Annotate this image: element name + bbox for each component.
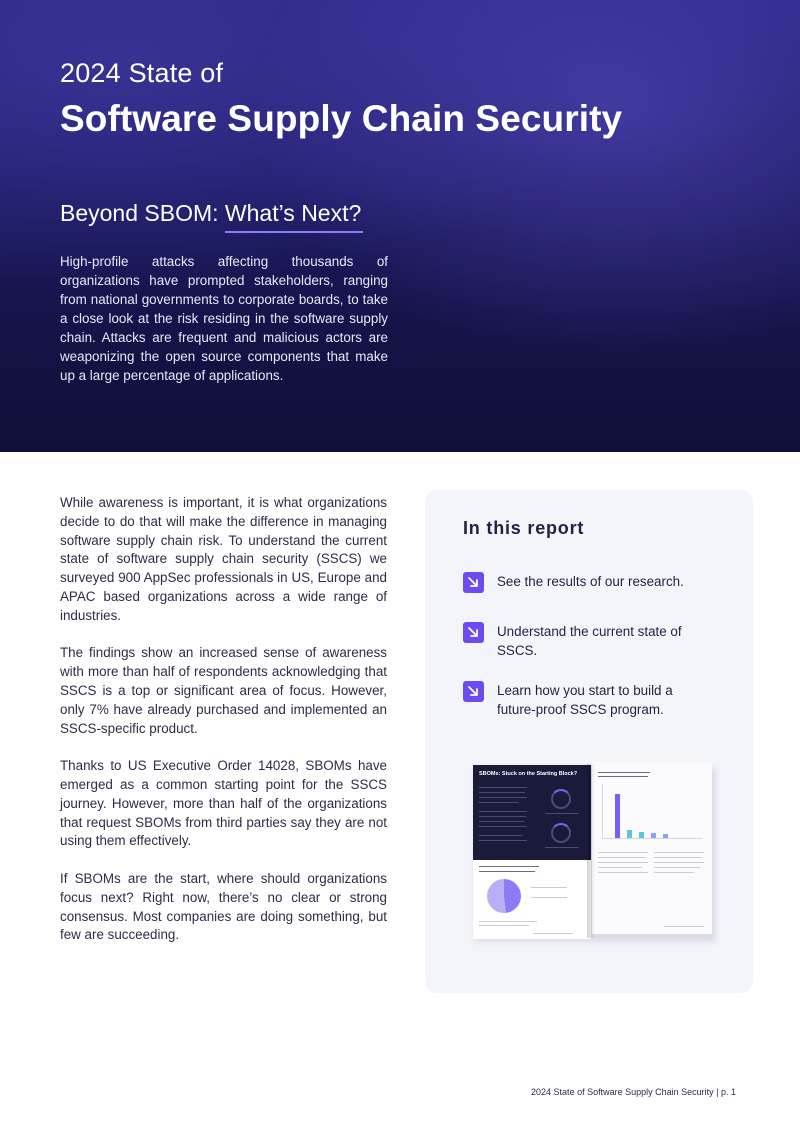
text-line <box>479 802 519 803</box>
text-line <box>531 897 567 898</box>
text-line <box>479 797 527 798</box>
book-right-page <box>592 762 712 934</box>
text-line <box>479 866 539 867</box>
panel-heading: In this report <box>463 518 585 538</box>
text-line <box>598 852 648 853</box>
text-line <box>654 867 700 868</box>
book-spine <box>587 764 595 938</box>
text-line <box>654 872 694 873</box>
preview-bar <box>615 794 620 838</box>
preview-bar <box>639 832 644 838</box>
preview-bar-chart <box>602 784 703 839</box>
donut-stat-2 <box>551 823 571 843</box>
body-text <box>60 494 387 964</box>
preview-pie-chart <box>487 879 521 913</box>
text-line <box>479 821 524 822</box>
preview-bar <box>627 830 632 838</box>
hero-banner <box>0 0 800 452</box>
text-line <box>598 776 648 777</box>
donut-stat-1 <box>551 789 571 809</box>
text-line <box>545 847 579 848</box>
text-line <box>479 816 526 817</box>
preview-bar <box>651 833 656 838</box>
book-left-page <box>473 765 591 939</box>
arrow-down-right-icon <box>463 572 484 593</box>
text-line <box>654 852 704 853</box>
text-line <box>531 887 567 888</box>
body-paragraph-1: While awareness is important, it is what organizations decide to do that will make the difference in managing software supply chain risk. To understand the current state of software supply chain security (SSCS) we surveyed 900 AppSec professionals in US, Europe and APAC based organizations across a wide range of industries. <box>60 495 387 623</box>
text-line <box>545 813 579 814</box>
text-line <box>598 872 648 873</box>
text-line <box>479 925 529 926</box>
left-page-dark-panel <box>473 765 591 860</box>
report-preview-image <box>470 762 716 940</box>
text-line <box>479 826 527 827</box>
report-title: Software Supply Chain Security <box>60 98 623 139</box>
preview-page-title: SBOMs: Stuck on the Starting Block? <box>479 771 578 777</box>
section-heading-part1: Beyond SBOM: <box>60 200 225 226</box>
report-subtitle: 2024 State of <box>60 58 224 88</box>
text-line <box>598 867 642 868</box>
text-line <box>654 857 702 858</box>
text-line <box>533 933 573 934</box>
report-item-label: Learn how you start to build a future-proof SSCS program. <box>497 683 673 717</box>
text-line <box>479 921 537 922</box>
text-line <box>479 787 527 788</box>
text-line <box>598 857 646 858</box>
text-line <box>479 871 535 872</box>
text-line <box>664 926 704 927</box>
arrow-down-right-icon <box>463 622 484 643</box>
text-line <box>654 862 704 863</box>
report-item-label: Understand the current state of SSCS. <box>497 624 682 658</box>
text-line <box>479 835 523 836</box>
text-line <box>479 840 527 841</box>
page-footer: 2024 State of Software Supply Chain Security | p. 1 <box>531 1087 736 1097</box>
body-paragraph-3: Thanks to US Executive Order 14028, SBOMs have emerged as a common starting point for the SSCS journey. However, more than half of the organizations that request SBOMs from third parties say they are not using them effectively. <box>60 758 387 849</box>
section-heading <box>60 200 361 227</box>
text-line <box>598 772 650 773</box>
intro-paragraph: High-profile attacks affecting thousands of organizations have prompted stakeholders, ranging from national governments to corporate boards, to take a close look at the risk residing in the software supply chain. Attacks are frequent and malicious actors are weaponizing the open source components that make up a large percentage of applications. <box>60 254 388 383</box>
arrow-down-right-icon <box>463 681 484 702</box>
in-this-report-panel <box>425 490 753 993</box>
body-paragraph-4: If SBOMs are the start, where should organizations focus next? Right now, there’s no clear or strong consensus. Most companies are doing something, but few are succeeding. <box>60 870 387 943</box>
preview-bar <box>663 834 668 838</box>
text-line <box>479 811 527 812</box>
text-line <box>598 862 648 863</box>
section-heading-underlined: What’s Next? <box>224 200 362 226</box>
report-item-label: See the results of our research. <box>497 574 684 589</box>
body-paragraph-2: The findings show an increased sense of awareness with more than half of respondents acknowledging that SSCS is a top or significant area of focus. However, only 7% have already purchased and implemented an SSCS-specific product. <box>60 645 387 736</box>
text-line <box>479 792 525 793</box>
